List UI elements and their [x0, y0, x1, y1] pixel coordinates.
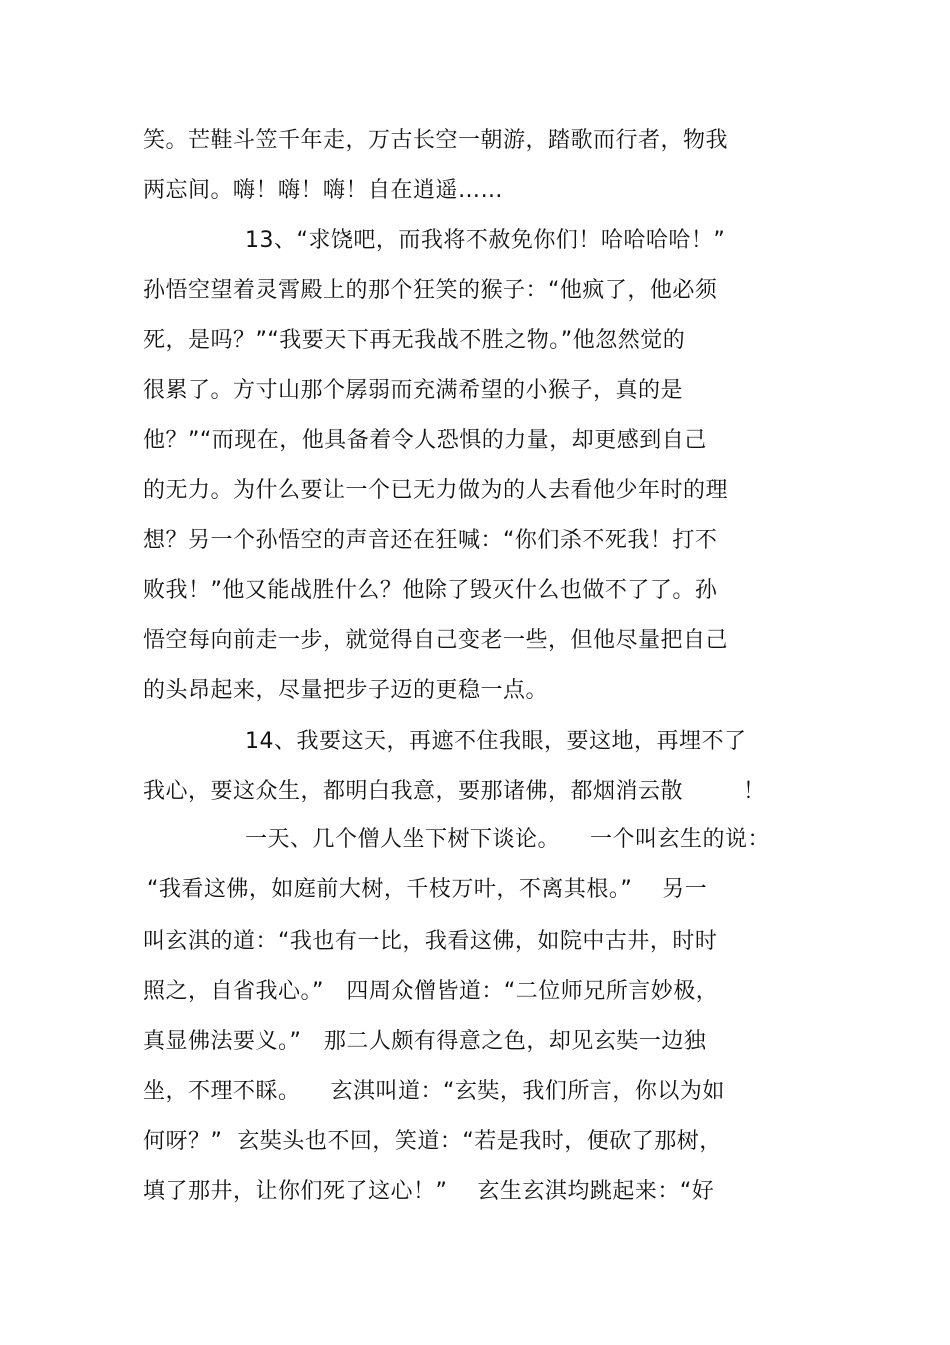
text-line: 孙悟空望着灵霄殿上的那个狂笑的猴子：“他疯了，他必须 — [143, 278, 718, 303]
text-line: 悟空每向前走一步，就觉得自己变老一些，但他尽量把自己 — [143, 628, 729, 653]
text-line: 照之，自省我心。” 四周众僧皆道：“二位师兄所言妙极， — [143, 979, 719, 1004]
text-line: 他？”“而现在，他具备着令人恐惧的力量，却更感到自己 — [143, 428, 707, 453]
text-line: 很累了。方寸山那个孱弱而充满希望的小猴子，真的是 — [143, 378, 684, 403]
text-line: 叫玄淇的道：“我也有一比，我看这佛，如院中古井，时时 — [143, 929, 718, 954]
text-line: 的头昂起来，尽量把步子迈的更稳一点。 — [143, 678, 549, 703]
text-line: 填了那井，让你们死了这心！” 玄生玄淇均跳起来：“好 — [143, 1179, 715, 1204]
text-line: 何呀？” 玄奘头也不回，笑道：“若是我时，便砍了那树， — [143, 1129, 722, 1154]
text-line: 13、“求饶吧，而我将不赦免你们！哈哈哈哈！” — [245, 228, 726, 253]
text-line: 想？另一个孙悟空的声音还在狂喊：“你们杀不死我！打不 — [143, 528, 718, 553]
text-line: 的无力。为什么要让一个已无力做为的人去看他少年时的理 — [143, 478, 729, 503]
text-line: 坐，不理不睬。 玄淇叫道：“玄奘，我们所言，你以为如 — [143, 1079, 725, 1104]
text-line: 真显佛法要义。” 那二人颇有得意之色，却见玄奘一边独 — [143, 1029, 707, 1054]
text-line: 死，是吗？”“我要天下再无我战不胜之物。”他忽然觉的 — [143, 328, 686, 353]
text-line: “我看这佛，如庭前大树，千枝万叶，不离其根。” 另一 — [147, 877, 708, 902]
text-line: 我心，要这众生，都明白我意，要那诸佛，都烟消云散 ！ — [143, 779, 766, 804]
text-line: 一天、几个僧人坐下树下谈论。 一个叫玄生的说： — [245, 827, 770, 852]
text-line: 14、我要这天，再遮不住我眼，要这地，再埋不了 — [245, 729, 747, 754]
text-line: 两忘间。嗨！嗨！嗨！自在逍遥…… — [143, 178, 504, 203]
text-line: 败我！”他又能战胜什么？他除了毁灭什么也做不了了。孙 — [143, 578, 718, 603]
text-line: 笑。芒鞋斗笠千年走，万古长空一朝游，踏歌而行者，物我 — [143, 128, 729, 153]
